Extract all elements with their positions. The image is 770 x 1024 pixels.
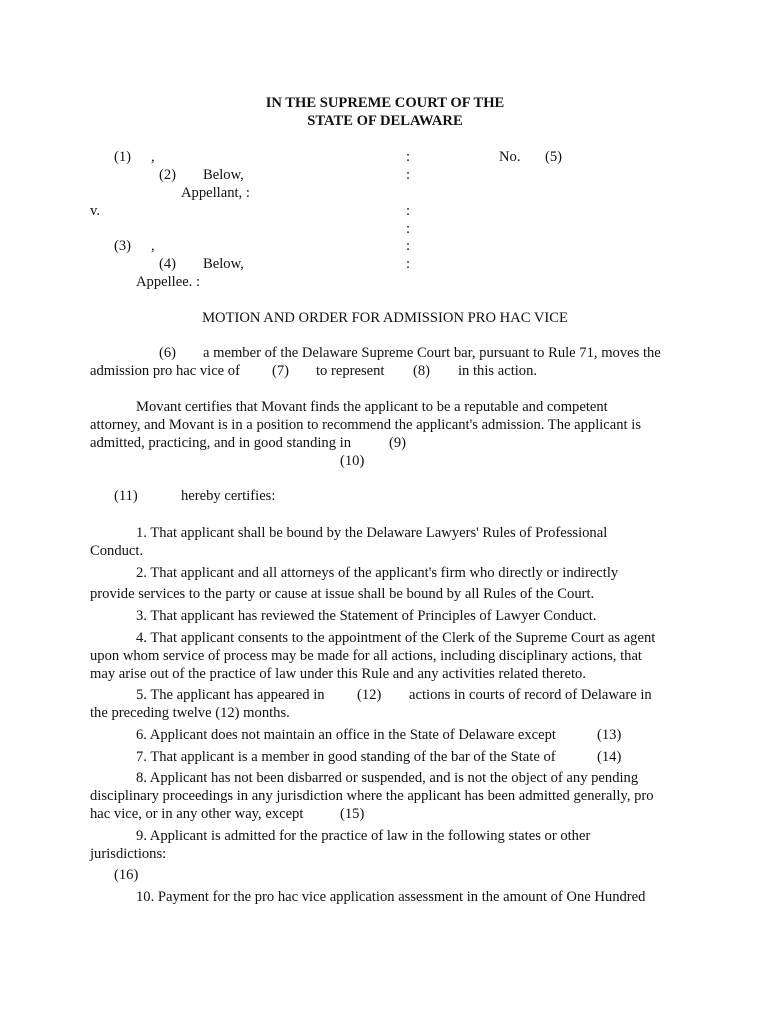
item-1: 1. That applicant shall be bound by the Delaware Lawyers' Rules of Professional [136, 525, 608, 541]
caption-colon: : [406, 167, 411, 183]
caption-comma: , [151, 149, 155, 165]
field-9: (9) [389, 435, 407, 451]
field-1: (1) [114, 149, 132, 165]
caption-colon: : [406, 256, 411, 272]
item-4-cont: may arise out of the practice of law under this Rule and any activities related thereto. [90, 666, 587, 682]
field-12: (12) [357, 687, 382, 703]
para1-text: in this action. [458, 363, 538, 379]
below-label: Below, [203, 256, 244, 272]
versus-label: v. [90, 203, 100, 219]
item-8: 8. Applicant has not been disbarred or suspended, and is not the object of any pending [136, 770, 639, 786]
caption-comma: , [151, 238, 155, 254]
court-title-line1: IN THE SUPREME COURT OF THE [265, 95, 505, 111]
field-6: (6) [159, 345, 177, 361]
para2-text: attorney, and Movant is in a position to recommend the applicant's admission. The applicant is [90, 417, 641, 433]
field-5: (5) [545, 149, 563, 165]
item-5-cont: the preceding twelve (12) months. [90, 705, 290, 721]
item-5: actions in courts of record of Delaware in [409, 687, 652, 703]
item-6: 6. Applicant does not maintain an office in the State of Delaware except [136, 727, 556, 743]
field-7: (7) [272, 363, 290, 379]
case-number-label: No. [499, 149, 521, 165]
field-3: (3) [114, 238, 132, 254]
field-16: (16) [114, 867, 139, 883]
item-8-cont: disciplinary proceedings in any jurisdiction where the applicant has been admitted generally, pro [90, 788, 654, 804]
item-8-cont: hac vice, or in any other way, except [90, 806, 304, 822]
field-13: (13) [597, 727, 622, 743]
field-14: (14) [597, 749, 622, 765]
field-8: (8) [413, 363, 431, 379]
court-title-line2: STATE OF DELAWARE [307, 113, 463, 129]
below-label: Below, [203, 167, 244, 183]
item-9: 9. Applicant is admitted for the practice of law in the following states or other [136, 828, 591, 844]
caption-colon: : [406, 149, 411, 165]
caption-colon: : [406, 203, 411, 219]
field-10: (10) [340, 453, 365, 469]
field-2: (2) [159, 167, 177, 183]
caption-colon: : [406, 221, 411, 237]
item-2: 2. That applicant and all attorneys of the applicant's firm who directly or indirectly [136, 565, 619, 581]
caption-colon: : [406, 238, 411, 254]
item-1-cont: Conduct. [90, 543, 144, 559]
appellant-label: Appellant, : [181, 185, 250, 201]
item-5: 5. The applicant has appeared in [136, 687, 325, 703]
item-3: 3. That applicant has reviewed the Statement of Principles of Lawyer Conduct. [136, 608, 597, 624]
item-2-cont: provide services to the party or cause at issue shall be bound by all Rules of the Court. [90, 586, 595, 602]
appellee-label: Appellee. : [136, 274, 201, 290]
para1-text: a member of the Delaware Supreme Court bar, pursuant to Rule 71, moves the [203, 345, 661, 361]
para1-text: admission pro hac vice of [90, 363, 240, 379]
item-4-cont: upon whom service of process may be made for all actions, including disciplinary actions, that [90, 648, 642, 664]
para1-text: to represent [316, 363, 385, 379]
para2-text: admitted, practicing, and in good standing in [90, 435, 352, 451]
item-9-cont: jurisdictions: [90, 846, 167, 862]
motion-title: MOTION AND ORDER FOR ADMISSION PRO HAC VICE [202, 310, 568, 326]
item-7: 7. That applicant is a member in good standing of the bar of the State of [136, 749, 556, 765]
field-4: (4) [159, 256, 177, 272]
para2-text: Movant certifies that Movant finds the applicant to be a reputable and competent [136, 399, 608, 415]
certifies-text: hereby certifies: [181, 488, 276, 504]
field-11: (11) [114, 488, 138, 504]
field-15: (15) [340, 806, 365, 822]
item-4: 4. That applicant consents to the appointment of the Clerk of the Supreme Court as agent [136, 630, 656, 646]
item-10: 10. Payment for the pro hac vice application assessment in the amount of One Hundred [136, 889, 646, 905]
